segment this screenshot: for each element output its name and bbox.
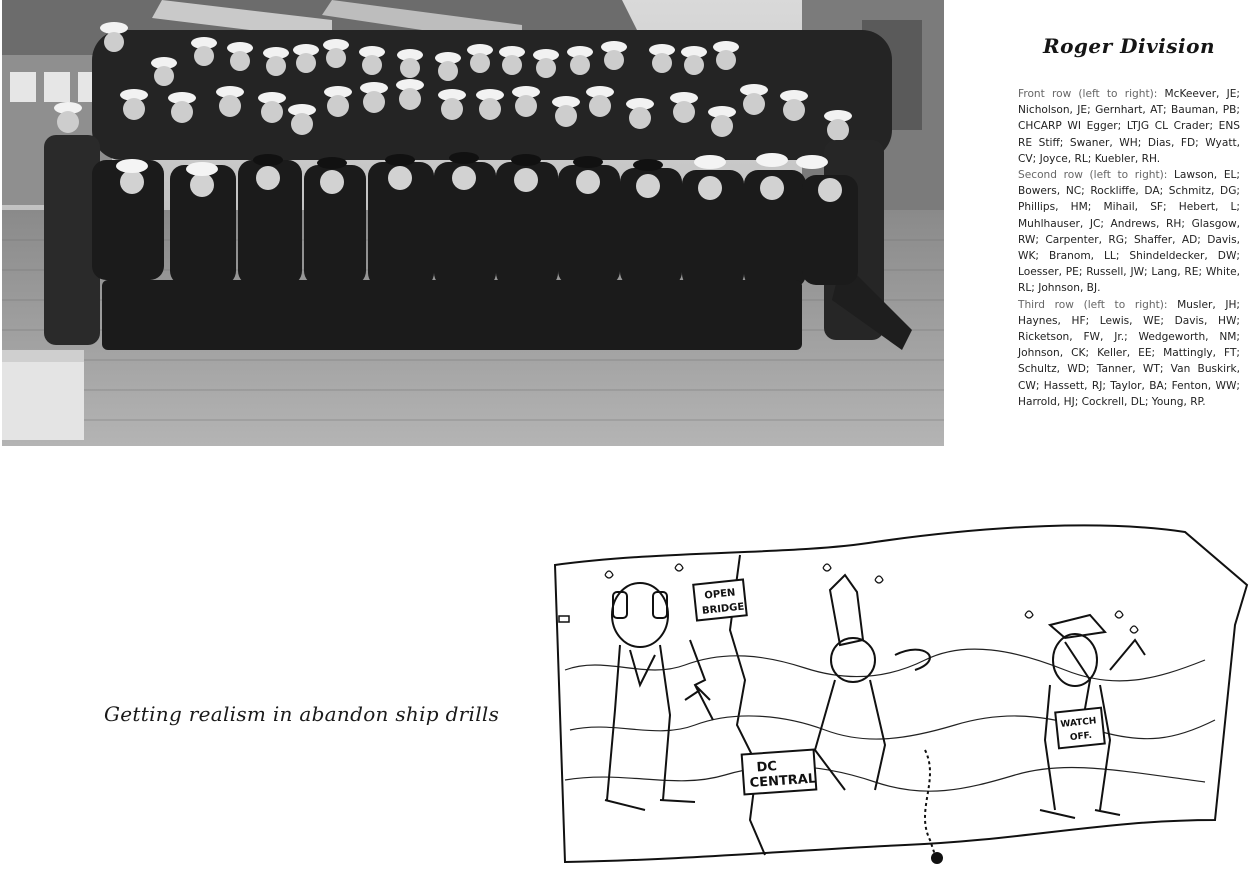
roster-list xyxy=(1018,86,1240,410)
roster-third-row xyxy=(1018,297,1240,410)
row-label: Second row (left to right): xyxy=(1018,169,1168,182)
dc-central-sign xyxy=(742,750,817,795)
open-bridge-label-2: BRIDGE xyxy=(701,601,745,617)
division-title: Roger Division xyxy=(1042,34,1216,58)
watch-off-sign xyxy=(1055,708,1105,749)
watch-off-label-2: OFF. xyxy=(1069,730,1093,744)
division-group-photo xyxy=(2,0,944,446)
dc-central-label: DC xyxy=(756,759,778,776)
row-label: Third row (left to right): xyxy=(1018,298,1168,311)
dc-central-label-2: CENTRAL xyxy=(749,771,817,792)
row-names: Musler, JH; Haynes, HF; Lewis, WE; Davis, HW; Ricketson, FW, Jr.; Wedgeworth, NM; Johnson, CK; Keller, EE; Mattingly, FT; Schultz, WD; Tanner, WT; Van Buskirk, CW; Hassett, RJ; Taylor, BA; Fenton, WW; Harrold, HJ; Cockrell, DL; Young, RP. xyxy=(1018,298,1241,408)
open-bridge-label: OPEN xyxy=(703,587,736,602)
abandon-ship-cartoon xyxy=(545,520,1250,870)
row-names: McKeever, JE; Nicholson, JE; Gernhart, AT; Bauman, PB; CHCARP WI Egger; LTJG CL Crader; ENS RE Stiff; Swaner, WH; Dias, FD; Wyatt, CV; Joyce, RL; Kuebler, RH. xyxy=(1018,88,1240,165)
cartoon-caption: Getting realism in abandon ship drills xyxy=(104,702,500,726)
row-label: Front row (left to right): xyxy=(1018,88,1158,100)
roster-second-row xyxy=(1018,167,1240,297)
watch-off-label: WATCH xyxy=(1060,716,1097,730)
row-names: Lawson, EL; Bowers, NC; Rockliffe, DA; Schmitz, DG; Phillips, HM; Mihail, SF; Hebert, L; Muhlhauser, JC; Andrews, RH; Glasgow, RW; Carpenter, RG; Shaffer, AD; Davis, WK; Branom, LL; Shindeldecker, DW; Loesser, PE; Russell, JW; Lang, RE; White, RL; Johnson, BJ. xyxy=(1018,169,1240,295)
roster-front-row xyxy=(1018,86,1240,167)
open-bridge-sign xyxy=(693,579,746,620)
cartoon-illustration xyxy=(545,520,1250,870)
photo-illustration xyxy=(2,0,944,446)
